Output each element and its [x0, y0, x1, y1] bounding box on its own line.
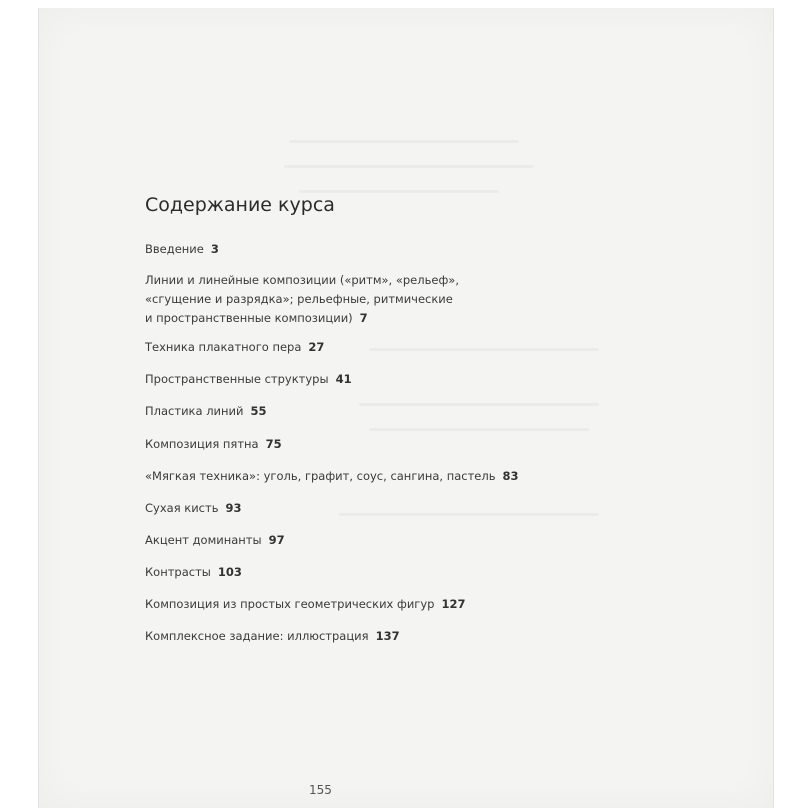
toc-entry	[145, 595, 465, 614]
toc-entry-text: «сгущение и разрядка»; рельефные, ритмические	[145, 292, 453, 306]
toc-entry-text: Введение	[145, 242, 204, 256]
toc-entry-text: Комплексное задание: иллюстрация	[145, 629, 369, 643]
toc-entry	[145, 370, 352, 389]
toc-entry	[145, 531, 285, 550]
toc-entry	[145, 627, 400, 646]
toc-entry-page: 137	[375, 629, 400, 643]
show-through-text	[359, 403, 599, 406]
show-through-text	[339, 513, 599, 516]
toc-entry	[145, 563, 242, 582]
toc-entry-page: 3	[210, 242, 219, 256]
toc-entry-page: 7	[359, 311, 368, 325]
book-page	[38, 8, 774, 808]
toc-entry-page: 103	[217, 565, 242, 579]
show-through-text	[369, 348, 599, 351]
toc-entry	[145, 271, 459, 328]
toc-entry-page: 27	[308, 340, 325, 354]
toc-entry-text: Пространственные структуры	[145, 372, 329, 386]
show-through-text	[289, 140, 519, 143]
toc-entry-text: Линии и линейные композиции («ритм», «рельеф»,	[145, 273, 459, 287]
show-through-text	[369, 428, 589, 431]
show-through-text	[299, 190, 499, 193]
toc-entry-page: 127	[441, 597, 466, 611]
toc-entry	[145, 435, 282, 454]
toc-entry-text: и пространственные композиции)	[145, 311, 353, 325]
toc-entry-page: 97	[268, 533, 285, 547]
toc-entry	[145, 338, 324, 357]
show-through-text	[284, 165, 534, 168]
toc-entry-page: 41	[335, 372, 352, 386]
toc-entry-page: 83	[502, 469, 519, 483]
toc-entry	[145, 402, 267, 421]
toc-entry-page: 55	[250, 404, 267, 418]
toc-entry	[145, 240, 219, 259]
toc-entry-text: Техника плакатного пера	[145, 340, 302, 354]
toc-entry-text: Акцент доминанты	[145, 533, 262, 547]
toc-entry	[145, 467, 519, 486]
page-number: 155	[309, 783, 332, 797]
toc-entry	[145, 499, 242, 518]
toc-entry-text: Композиция из простых геометрических фигур	[145, 597, 435, 611]
toc-entry-page: 75	[265, 437, 282, 451]
toc-entry-page: 93	[225, 501, 242, 515]
toc-entry-text: Сухая кисть	[145, 501, 219, 515]
toc-entry-text: Пластика линий	[145, 404, 244, 418]
toc-entry-text: «Мягкая техника»: уголь, графит, соус, сангина, пастель	[145, 469, 496, 483]
toc-title: Содержание курса	[145, 194, 335, 216]
toc-entry-text: Композиция пятна	[145, 437, 259, 451]
toc-entry-text: Контрасты	[145, 565, 211, 579]
